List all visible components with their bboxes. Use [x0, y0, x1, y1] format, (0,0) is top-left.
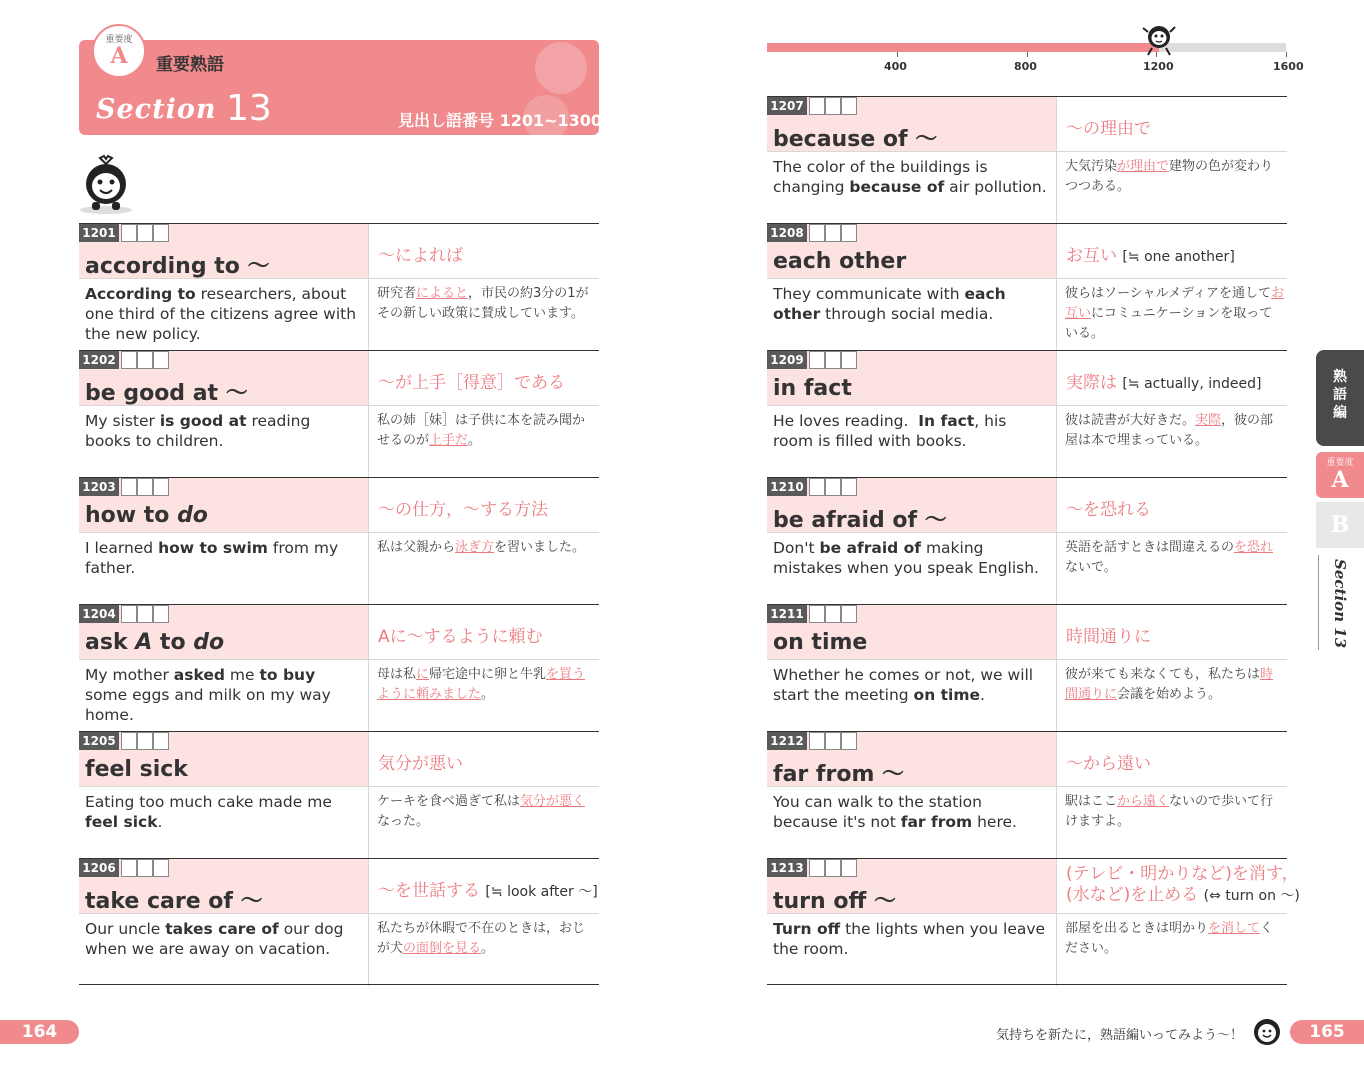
entry-number: 1206 — [79, 859, 119, 877]
checkbox[interactable] — [809, 351, 825, 369]
divider — [767, 278, 1287, 279]
entry-number: 1210 — [767, 478, 807, 496]
checkbox[interactable] — [137, 224, 153, 242]
divider — [767, 532, 1287, 533]
entry-meaning: 気分が悪い — [378, 754, 463, 774]
section-word: Section — [96, 94, 217, 125]
example-english: My sister is good at reading books to children. — [85, 412, 311, 450]
divider — [79, 659, 599, 660]
progress-tick-mark — [1286, 52, 1287, 57]
checkbox[interactable] — [153, 224, 169, 242]
divider — [368, 405, 369, 478]
entry-meaning-box — [368, 351, 600, 405]
divider — [1056, 405, 1057, 478]
example-japanese: 私たちが休暇で不在のときは，おじが犬の面倒を見る。 — [377, 921, 586, 956]
entry-row — [767, 350, 1287, 478]
entry-number: 1213 — [767, 859, 807, 877]
checkbox[interactable] — [809, 732, 825, 750]
entry-number: 1204 — [79, 605, 119, 623]
example-english: Eating too much cake made me feel sick. — [85, 793, 332, 831]
example-english: Whether he comes or not, we will start the meeting on time. — [773, 666, 1034, 704]
divider — [79, 405, 599, 406]
example-english: You can walk to the station because it's not far from here. — [773, 793, 1017, 831]
runner-mascot-icon — [1142, 22, 1176, 56]
entry-meaning: (テレビ・明かりなど)を消す， (水など)を止める (⇔ turn on ～) — [1066, 864, 1300, 905]
divider — [368, 659, 369, 732]
footer-message: 気持ちを新たに，熟語編いってみよう～！ — [996, 1028, 1244, 1043]
example-japanese: 母は私に帰宅途中に卵と牛乳を買うように頼みました。 — [377, 667, 586, 702]
entry-number: 1212 — [767, 732, 807, 750]
entry-range: 見出し語番号 1201~1300 — [398, 111, 603, 130]
page-number-right: 165 — [1290, 1020, 1364, 1044]
entry-number: 1201 — [79, 224, 119, 242]
entry-phrase: how to do — [85, 503, 208, 528]
entry-meaning-box — [368, 859, 600, 913]
example-japanese: 彼らはソーシャルメディアを通してお互いにコミュニケーションを取っている。 — [1065, 286, 1285, 341]
entry-meaning-box — [1056, 351, 1288, 405]
entry-number: 1202 — [79, 351, 119, 369]
checkbox[interactable] — [153, 732, 169, 750]
entry-phrase: in fact — [773, 376, 852, 401]
checkbox[interactable] — [137, 351, 153, 369]
example-japanese: 駅はここから遠くないので歩いて行けますよ。 — [1065, 794, 1274, 829]
checkbox[interactable] — [121, 224, 137, 242]
checkbox[interactable] — [809, 605, 825, 623]
example-english: I learned how to swim from my father. — [85, 539, 339, 577]
checkbox[interactable] — [825, 859, 841, 877]
example-english: They communicate with each other through social media. — [773, 285, 1006, 323]
entry-row — [767, 96, 1287, 224]
example-japanese: 彼が来ても来なくても，私たちは時間通りに会議を始めよう。 — [1065, 667, 1274, 702]
checkbox[interactable] — [137, 732, 153, 750]
example-japanese: 大気汚染が理由で建物の色が変わりつつある。 — [1065, 159, 1274, 194]
entry-meaning: 実際は [≒ actually, indeed] — [1066, 373, 1262, 393]
mascot-icon — [78, 150, 136, 216]
checkbox[interactable] — [825, 224, 841, 242]
entry-number: 1211 — [767, 605, 807, 623]
entry-meaning: ～が上手［得意］である — [378, 373, 565, 393]
entry-phrase: feel sick — [85, 757, 188, 782]
entry-phrase: be good at ～ — [85, 381, 248, 406]
level-a-importance-label: 重要度 — [1326, 458, 1354, 468]
example-japanese: 英語を話すときは間違えるのを恐れないで。 — [1065, 540, 1274, 575]
entry-meaning-box — [368, 605, 600, 659]
entry-meaning: ～によれば — [378, 246, 463, 266]
checkbox[interactable] — [841, 224, 857, 242]
divider — [767, 659, 1287, 660]
checkbox[interactable] — [153, 859, 169, 877]
checkbox[interactable] — [121, 351, 137, 369]
section-number: 13 — [226, 88, 272, 129]
entry-meaning-box — [368, 732, 600, 786]
divider — [79, 786, 599, 787]
entry-meaning-box — [1056, 732, 1288, 786]
checkbox[interactable] — [809, 478, 825, 496]
entry-number: 1205 — [79, 732, 119, 750]
entry-phrase: according to ～ — [85, 254, 270, 279]
checkbox[interactable] — [809, 224, 825, 242]
example-english: The color of the buildings is changing because of air pollution. — [773, 158, 1047, 196]
importance-label: 重要度 — [105, 35, 133, 45]
checkbox[interactable] — [809, 97, 825, 115]
checkbox[interactable] — [825, 732, 841, 750]
checkbox[interactable] — [825, 97, 841, 115]
checkbox[interactable] — [841, 859, 857, 877]
progress-tick-label: 400 — [884, 60, 907, 73]
entry-row — [767, 223, 1287, 351]
progress-tick-mark — [897, 52, 898, 57]
checkbox[interactable] — [841, 605, 857, 623]
entry-number: 1207 — [767, 97, 807, 115]
checkbox[interactable] — [153, 478, 169, 496]
example-english: According to researchers, about one third of the citizens agree with the new policy. — [85, 285, 357, 343]
checkbox[interactable] — [137, 478, 153, 496]
entry-phrase: be afraid of ～ — [773, 508, 947, 533]
entry-meaning: ～の理由で — [1066, 119, 1151, 139]
divider — [767, 151, 1287, 152]
example-english: My mother asked me to buy some eggs and milk on my way home. — [85, 666, 331, 724]
entry-number: 1208 — [767, 224, 807, 242]
progress-fill — [767, 43, 1159, 52]
level-a-tab[interactable] — [1316, 452, 1364, 498]
example-english: Don't be afraid of making mistakes when you speak English. — [773, 539, 1039, 577]
divider — [767, 405, 1287, 406]
entry-row — [767, 604, 1287, 732]
divider — [1056, 786, 1057, 859]
example-english: Our uncle takes care of our dog when we are away on vacation. — [85, 920, 344, 958]
entry-phrase: on time — [773, 630, 868, 655]
example-english: He loves reading. In fact, his room is filled with books. — [773, 412, 1007, 450]
example-japanese: 研究者によると，市民の約3分の1がその新しい政策に賛成しています。 — [377, 286, 589, 321]
example-english: Turn off the lights when you leave the room. — [773, 920, 1046, 958]
entry-meaning: ～から遠い — [1066, 754, 1151, 774]
entry-number: 1203 — [79, 478, 119, 496]
level-a-label: A — [1331, 467, 1349, 493]
bottom-rule-right — [767, 984, 1287, 985]
importance-level: A — [110, 43, 128, 69]
banner-decoration — [535, 42, 587, 94]
entry-row — [79, 858, 599, 986]
entry-row — [767, 858, 1300, 986]
divider — [79, 278, 599, 279]
entry-meaning: ～を世話する [≒ look after ～] — [378, 881, 598, 901]
entry-phrase: turn off ～ — [773, 889, 896, 914]
page-title: 重要熟語 — [156, 55, 224, 75]
divider — [79, 913, 599, 914]
entry-row — [79, 731, 599, 859]
checkbox[interactable] — [121, 732, 137, 750]
checkbox[interactable] — [153, 605, 169, 623]
checkbox[interactable] — [121, 859, 137, 877]
checkbox[interactable] — [137, 859, 153, 877]
category-tab-label: 熟語編 — [1333, 369, 1347, 421]
checkbox[interactable] — [809, 859, 825, 877]
entry-phrase: take care of ～ — [85, 889, 263, 914]
progress-tick-label: 1600 — [1273, 60, 1304, 73]
category-tab[interactable] — [1316, 350, 1364, 446]
divider — [368, 913, 369, 986]
level-b-label: B — [1330, 512, 1350, 538]
checkbox[interactable] — [841, 351, 857, 369]
example-japanese: 私は父親から泳ぎ方を習いました。 — [377, 540, 586, 555]
checkbox[interactable] — [825, 478, 841, 496]
entry-phrase: each other — [773, 249, 907, 274]
entry-number: 1209 — [767, 351, 807, 369]
entry-row — [767, 477, 1287, 605]
entry-meaning-box — [1056, 224, 1288, 278]
checkbox[interactable] — [121, 478, 137, 496]
section-tab — [1318, 555, 1364, 650]
divider — [368, 532, 369, 605]
divider — [79, 532, 599, 533]
checkbox[interactable] — [825, 351, 841, 369]
entry-row — [79, 604, 599, 732]
checkbox[interactable] — [841, 97, 857, 115]
level-b-tab[interactable] — [1316, 502, 1364, 548]
entry-meaning: 時間通りに — [1066, 627, 1151, 647]
checkbox[interactable] — [825, 605, 841, 623]
checkbox[interactable] — [153, 351, 169, 369]
example-japanese: 私の姉［妹］は子供に本を読み聞かせるのが上手だ。 — [377, 413, 586, 448]
bottom-rule-left — [79, 984, 599, 985]
checkbox[interactable] — [137, 605, 153, 623]
page-number-left: 164 — [0, 1020, 79, 1044]
progress-tick-label: 800 — [1014, 60, 1037, 73]
divider — [767, 786, 1287, 787]
entry-meaning: Aに～するように頼む — [378, 627, 543, 647]
entry-phrase: because of ～ — [773, 127, 938, 152]
divider — [767, 913, 1287, 914]
entry-row — [79, 350, 599, 478]
progress-tick-label: 1200 — [1143, 60, 1174, 73]
entry-meaning-box — [1056, 605, 1288, 659]
entry-meaning-box — [368, 478, 600, 532]
entry-row — [79, 477, 599, 605]
section-tab-label: Section 13 — [1331, 559, 1349, 649]
divider — [368, 278, 369, 351]
divider — [1056, 278, 1057, 351]
example-japanese: 部屋を出るときは明かりを消してください。 — [1065, 921, 1274, 956]
entry-meaning: ～を恐れる — [1066, 500, 1151, 520]
entry-row — [79, 223, 599, 351]
divider — [1056, 659, 1057, 732]
checkbox[interactable] — [121, 605, 137, 623]
divider — [1056, 913, 1057, 986]
importance-badge — [92, 24, 146, 78]
progress-tick-mark — [1027, 52, 1028, 57]
entry-row — [767, 731, 1287, 859]
divider — [1056, 151, 1057, 224]
entry-phrase: far from ～ — [773, 762, 905, 787]
divider — [1056, 532, 1057, 605]
checkbox[interactable] — [841, 732, 857, 750]
smiley-face-icon — [1253, 1018, 1281, 1046]
example-japanese: 彼は読書が大好きだ。実際，彼の部屋は本で埋まっている。 — [1065, 413, 1274, 448]
entry-meaning-box — [1056, 97, 1288, 151]
divider — [368, 786, 369, 859]
entry-phrase: ask A to do — [85, 630, 225, 655]
entry-meaning-box — [1056, 859, 1300, 913]
checkbox[interactable] — [841, 478, 857, 496]
entry-meaning: ～の仕方，～する方法 — [378, 500, 548, 520]
example-japanese: ケーキを食べ過ぎて私は気分が悪くなった。 — [377, 794, 586, 829]
entry-meaning-box — [368, 224, 600, 278]
entry-meaning: お互い [≒ one another] — [1066, 246, 1235, 266]
entry-meaning-box — [1056, 478, 1288, 532]
